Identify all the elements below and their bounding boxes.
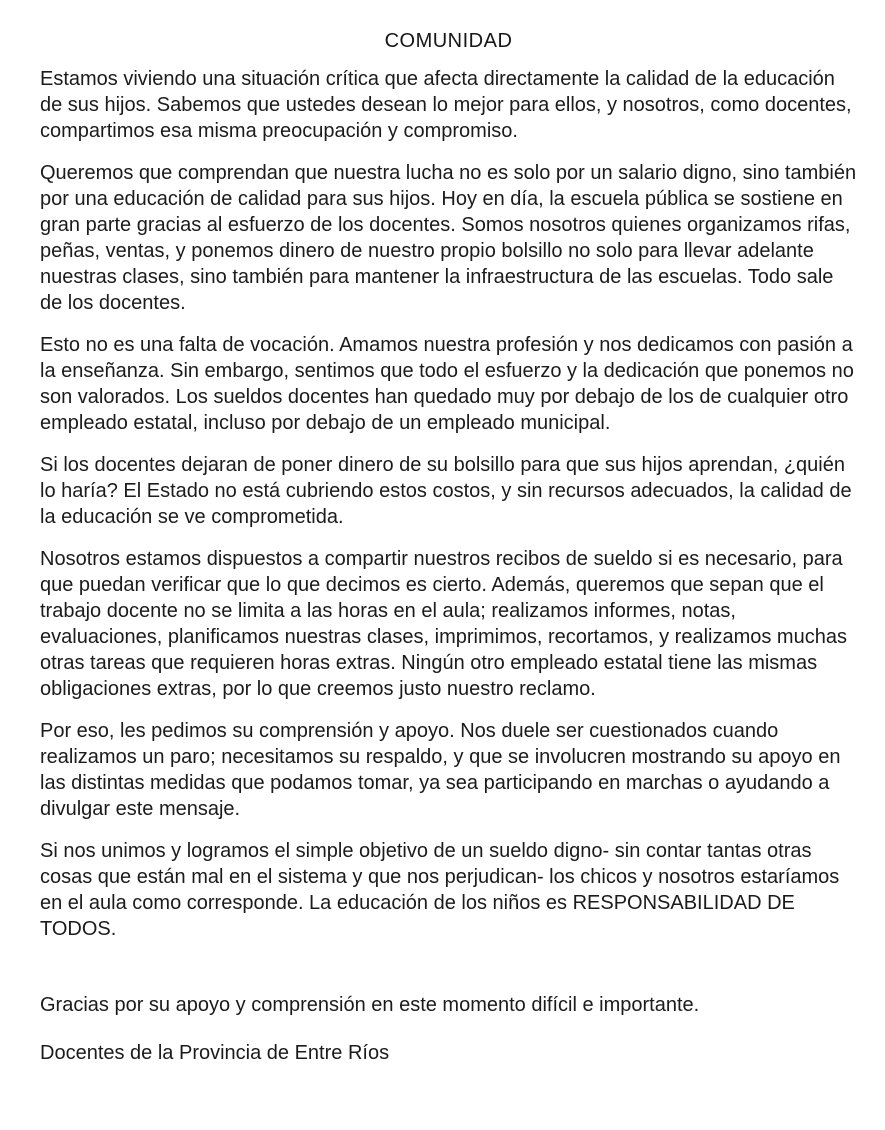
signature-line: Docentes de la Provincia de Entre Ríos — [40, 1042, 390, 1064]
paragraph: Queremos que comprendan que nuestra lucha no es solo por un salario digno, sino también por una educación de calidad para sus hijos. Hoy en día, la escuela pública se sostiene en gran parte gracias al esfuerzo de los docentes. Somos nosotros quienes organizamos rifas, peñas, ventas, y ponemos dinero de nuestro propio bolsillo no solo para llevar adelante nuestras clases, sino también para mantener la infraestructura de las escuelas. Todo sale de los docentes. — [40, 162, 857, 314]
paragraph: Si los docentes dejaran de poner dinero de su bolsillo para que sus hijos aprendan, ¿quién lo haría? El Estado no está cubriendo estos costos, y sin recursos adecuados, la calidad de la educación se ve comprometida. — [40, 454, 852, 528]
document-title: COMUNIDAD — [384, 30, 513, 52]
document-body — [40, 66, 857, 942]
paragraph: Nosotros estamos dispuestos a compartir nuestros recibos de sueldo si es necesario, para que puedan verificar que lo que decimos es cierto. Además, queremos que sepan que el trabajo docente no se limita a las horas en el aula; realizamos informes, notas, evaluaciones, planificamos nuestras clases, imprimimos, recortamos, y realizamos muchas otras tareas que requieren horas extras. Ningún otro empleado estatal tiene las mismas obligaciones extras, por lo que creemos justo nuestro reclamo. — [40, 548, 847, 700]
paragraph: Por eso, les pedimos su comprensión y apoyo. Nos duele ser cuestionados cuando realizamos un paro; necesitamos su respaldo, y que se involucren mostrando su apoyo en las distintas medidas que podamos tomar, ya sea participando en marchas o ayudando a divulgar este mensaje. — [40, 720, 841, 820]
paragraph: Estamos viviendo una situación crítica que afecta directamente la calidad de la educación de sus hijos. Sabemos que ustedes desean lo mejor para ellos, y nosotros, como docentes, compartimos esa misma preocupación y compromiso. — [40, 68, 852, 142]
paragraph: Esto no es una falta de vocación. Amamos nuestra profesión y nos dedicamos con pasión a la enseñanza. Sin embargo, sentimos que todo el esfuerzo y la dedicación que ponemos no son valorados. Los sueldos docentes han quedado muy por debajo de los de cualquier otro empleado estatal, incluso por debajo de un empleado municipal. — [40, 334, 854, 434]
closing-line: Gracias por su apoyo y comprensión en este momento difícil e importante. — [40, 994, 700, 1016]
paragraph: Si nos unimos y logramos el simple objetivo de un sueldo digno- sin contar tantas otras cosas que están mal en el sistema y que nos perjudican- los chicos y nosotros estaríamos en el aula como corresponde. La educación de los niños es RESPONSABILIDAD DE TODOS. — [40, 840, 840, 940]
